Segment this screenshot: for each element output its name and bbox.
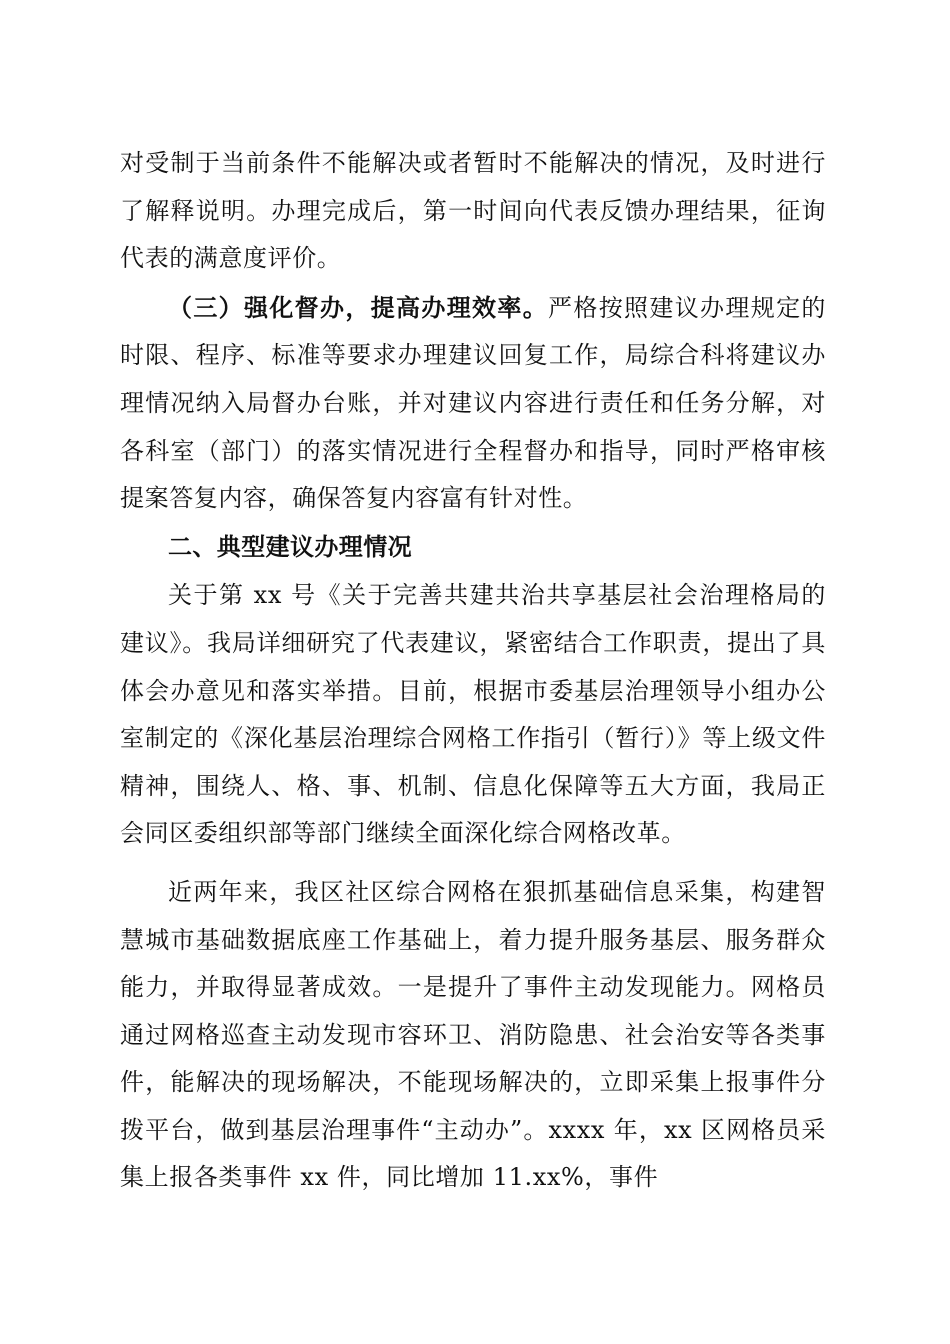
paragraph-supervision-lead: （三）强化督办，提高办理效率。 xyxy=(168,292,549,322)
paragraph-supervision-body: 严格按照建议办理规定的时限、程序、标准等要求办理建议回复工作，局综合科将建议办理情况纳入局督办台账，并对建议内容进行责任和任务分解，对各科室（部门）的落实情况进行全程督办和指导，同时严格审核提案答复内容，确保答复内容富有针对性。 xyxy=(120,293,827,513)
paragraph-continuation: 对受制于当前条件不能解决或者暂时不能解决的情况，及时进行了解释说明。办理完成后，第一时间向代表反馈办理结果，征询代表的满意度评价。 xyxy=(120,149,826,273)
section-heading: 二、典型建议办理情况 xyxy=(168,532,412,561)
paragraph-typical-suggestion: 关于第 xx 号《关于完善共建共治共享基层社会治理格局的建议》。我局详细研究了代表建议，紧密结合工作职责，提出了具体会办意见和落实举措。目前，根据市委基层治理领导小组办公室制定的《深化基层治理综合网格工作指引（暂行）》等上级文件精神，围绕人、格、事、机制、信息化保障等五大方面，我局正会同区委组织部等部门继续全面深化综合网格改革。 xyxy=(120,581,826,848)
document-body xyxy=(120,140,826,1202)
paragraph-supervision xyxy=(120,284,826,523)
paragraph-grid-achievements: 近两年来，我区社区综合网格在狠抓基础信息采集，构建智慧城市基础数据底座工作基础上，着力提升服务基层、服务群众能力，并取得显著成效。一是提升了事件主动发现能力。网格员通过网格巡查主动发现市容环卫、消防隐患、社会治安等各类事件，能解决的现场解决，不能现场解决的，立即采集上报事件分拨平台，做到基层治理事件“主动办”。xxxx 年，xx 区网格员采集上报各类事件 xx 件，同比增加 11.xx%，事件 xyxy=(120,877,826,1192)
